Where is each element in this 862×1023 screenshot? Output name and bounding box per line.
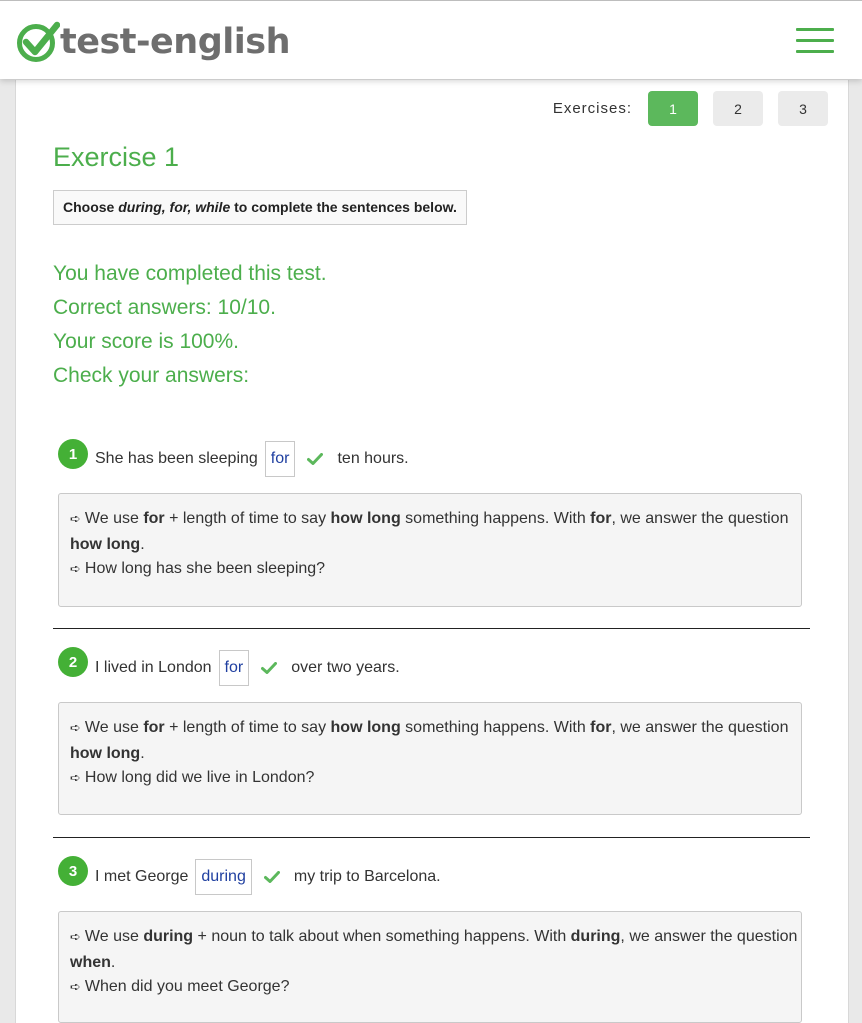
result-summary (53, 257, 327, 393)
answer-field[interactable]: for (219, 650, 250, 686)
arrow-icon: ➪ (70, 721, 81, 736)
question-sentence: I met George during my trip to Barcelona. (95, 859, 441, 895)
question-sentence: I lived in London for over two years. (95, 650, 400, 686)
answer-field[interactable]: during (195, 859, 251, 895)
logo-text: test-english (60, 22, 291, 62)
explanation-box: ➪ We use during + noun to talk about when something happens. With during, we answer the question when. ➪ When did you meet George? (58, 911, 802, 1023)
question-number-badge: 1 (58, 439, 88, 469)
arrow-icon: ➪ (70, 512, 81, 527)
result-completed: You have completed this test. (53, 262, 327, 285)
main-content (15, 80, 849, 1023)
explanation-box: ➪ We use for + length of time to say how long something happens. With for, we answer the question how long. ➪ How long has she been sleeping? (58, 493, 802, 607)
question-number-badge: 2 (58, 647, 88, 677)
check-icon (307, 453, 323, 465)
check-circle-icon (16, 21, 60, 63)
divider (53, 837, 810, 838)
divider (53, 628, 810, 629)
answer-field[interactable]: for (265, 441, 296, 477)
exercise-button-1[interactable]: 1 (648, 91, 698, 126)
exercise-button-3[interactable]: 3 (778, 91, 828, 126)
site-logo[interactable] (16, 21, 290, 63)
check-icon (264, 871, 280, 883)
arrow-icon: ➪ (70, 771, 81, 786)
exercise-button-2[interactable]: 2 (713, 91, 763, 126)
question-number-badge: 3 (58, 856, 88, 886)
result-score: Your score is 100%. (53, 330, 239, 353)
explanation-box: ➪ We use for + length of time to say how long something happens. With for, we answer the question how long. ➪ How long did we live in London? (58, 702, 802, 815)
arrow-icon: ➪ (70, 930, 81, 945)
site-header (0, 0, 862, 79)
question-sentence: She has been sleeping for ten hours. (95, 441, 409, 477)
instruction-box: Choose during, for, while to complete the sentences below. (53, 190, 467, 225)
result-check: Check your answers: (53, 364, 250, 387)
hamburger-menu-icon[interactable] (796, 28, 834, 54)
exercise-nav (553, 91, 828, 126)
page-title: Exercise 1 (53, 142, 180, 172)
arrow-icon: ➪ (70, 562, 81, 577)
result-correct: Correct answers: 10/10. (53, 296, 276, 319)
check-icon (261, 662, 277, 674)
exercise-nav-label: Exercises: (552, 100, 632, 117)
arrow-icon: ➪ (70, 980, 81, 995)
